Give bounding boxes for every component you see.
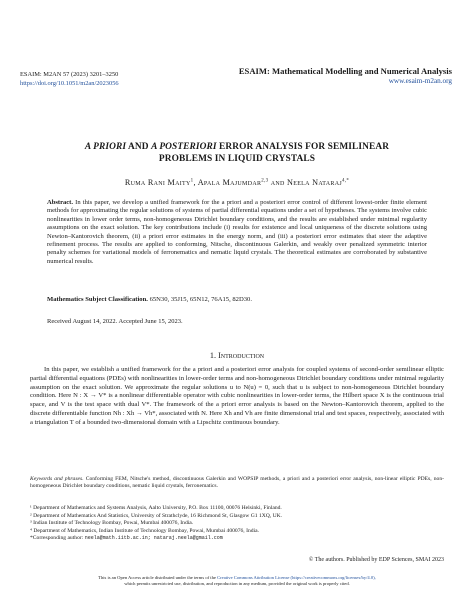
subject-classification: [47, 296, 427, 303]
title-and: AND: [126, 142, 152, 152]
license-post: which permits unrestricted use, distribution, and reproduction in any medium, provided the original work is properly cited.: [124, 581, 350, 587]
title-a-posteriori: A POSTERIORI: [151, 142, 217, 152]
author-and: and: [268, 178, 288, 187]
affiliations: [30, 505, 444, 543]
author-affil-mark: 4,*: [341, 178, 350, 184]
affiliation-item: ² Department of Mathematics And Statistics, University of Strathclyde, 16 Richmond St, Glasgow G1 1XQ, UK.: [30, 512, 283, 519]
license-url[interactable]: (https://creativecommons.org/licenses/by/4.0),: [289, 575, 376, 580]
affiliation-item: ³ Indian Institute of Technology Bombay, Powai, Mumbai 400076, India.: [30, 520, 194, 526]
copyright-notice: © The authors. Published by EDP Sciences, SMAI 2023: [308, 557, 444, 563]
corresponding-email[interactable]: neela@math.iitb.ac.in; nataraj.neela@gmail.com: [84, 535, 223, 541]
author-name: Apala Majumdar: [197, 178, 262, 187]
abstract-text: In this paper, we develop a unified framework for the a priori and a posteriori error control of different lowest-order finite element methods for approximating the regular solutions of systems of partial differential equations under a set of hypotheses. The systems involve cubic nonlinearities in lower order terms, non-homogeneous Dirichlet boundary conditions, and the results are established under minimal regularity assumptions on the exact solution. The key contributions include (i) results for existence and local uniqueness of the discrete solutions using Newton–Kantorovich theorem, (ii) a priori error estimates in the energy norm, and (iii) a posteriori error estimates that steer the adaptive refinement process. The results are applied to conforming, Nitsche, discontinuous Galerkin, and weakly over penalized symmetric interior penalty schemes for variational models of ferronematics and nematic liquid crystals. The theoretical estimates are corroborated by substantive numerical results.: [47, 199, 427, 265]
paper-title: [30, 141, 444, 165]
abstract: [47, 199, 427, 266]
doi-link[interactable]: https://doi.org/10.1051/m2an/2023056: [20, 80, 119, 87]
author-name: Ruma Rani Maity: [124, 178, 191, 187]
keywords-text: Conforming FEM, Nitsche's method, discontinuous Galerkin and WOPSIP methods, a priori and a posteriori error analysis, non-linear elliptic PDEs, non-homogeneous Dirichlet boundary conditions, nematic liquid crystals, ferronematics.: [30, 476, 444, 490]
author-list: [30, 178, 444, 187]
affiliation-item: ⁴ Department of Mathematics, Indian Institute of Technology Bombay, Powai, Mumbai 400076, India.: [30, 527, 259, 534]
section-title: Introduction: [218, 351, 265, 360]
msc-label: Mathematics Subject Classification.: [47, 296, 148, 303]
author-separator: ,: [193, 178, 198, 187]
title-rest-line1: ERROR ANALYSIS FOR SEMILINEAR: [216, 142, 390, 152]
msc-codes: 65N30, 35J15, 65N12, 76A15, 82D30.: [149, 296, 252, 303]
corresponding-author: [30, 535, 444, 543]
journal-header-left: [20, 70, 119, 88]
journal-citation: ESAIM: M2AN 57 (2023) 3201–3250: [20, 71, 119, 78]
introduction-body: [30, 366, 444, 428]
journal-name: ESAIM: Mathematical Modelling and Numerical Analysis: [238, 66, 452, 76]
author-affil-mark: 1: [190, 178, 194, 184]
section-number: 1.: [209, 351, 219, 360]
received-dates: Received August 14, 2022. Accepted June 15, 2023.: [47, 318, 183, 325]
title-line2: PROBLEMS IN LIQUID CRYSTALS: [158, 154, 316, 164]
author-name: Neela Nataraj: [287, 178, 342, 187]
author-affil-mark: 2,3: [261, 178, 269, 184]
body-paragraph: In this paper, we establish a unified framework for the a priori and a posteriori error analysis for coupled systems of second-order semilinear elliptic partial differential equations (PDEs) with nonlinearities in lower-order terms and non-homogeneous Dirichlet boundary conditions under minimal regularity assumption on the exact solution. We approximate the regular solutions u to N(u) = 0, such that u is subject to non-homogeneous Dirichlet boundary condition. Here N : X → V* is a nonlinear differentiable operator with cubic nonlinearities in lower-order terms, the Hilbert space X is the continuous trial space, and V is the test space with dual V*. The framework of the a priori error analysis is based on the Newton–Kantorovich theorem, applied to the discrete differentiable function Nh : Xh → Vh*, associated with N. Here Xh and Vh are finite dimensional trial and test spaces, respectively, associated with a triangulation T of a bounded two-dimensional domain with a Lipschitz continuous boundary.: [30, 366, 444, 426]
license-link[interactable]: Creative Commons Attribution License: [217, 575, 290, 580]
journal-url-link[interactable]: www.esaim-m2an.org: [388, 77, 452, 85]
license-pre: This is an Open Access article distributed under the terms of the: [98, 575, 218, 580]
abstract-label: Abstract.: [47, 199, 73, 206]
license-notice: [20, 575, 454, 587]
affiliation-item: ¹ Department of Mathematics and Systems Analysis, Aalto University, P.O. Box 11100, 00076 Helsinki, Finland.: [30, 505, 282, 511]
keywords-label: Keywords and phrases.: [30, 476, 84, 482]
corresponding-label: *Corresponding author:: [30, 535, 85, 541]
journal-header-right: [239, 66, 452, 86]
keywords: [30, 476, 444, 491]
section-heading: [30, 351, 444, 360]
title-a-priori: A PRIORI: [84, 142, 127, 152]
